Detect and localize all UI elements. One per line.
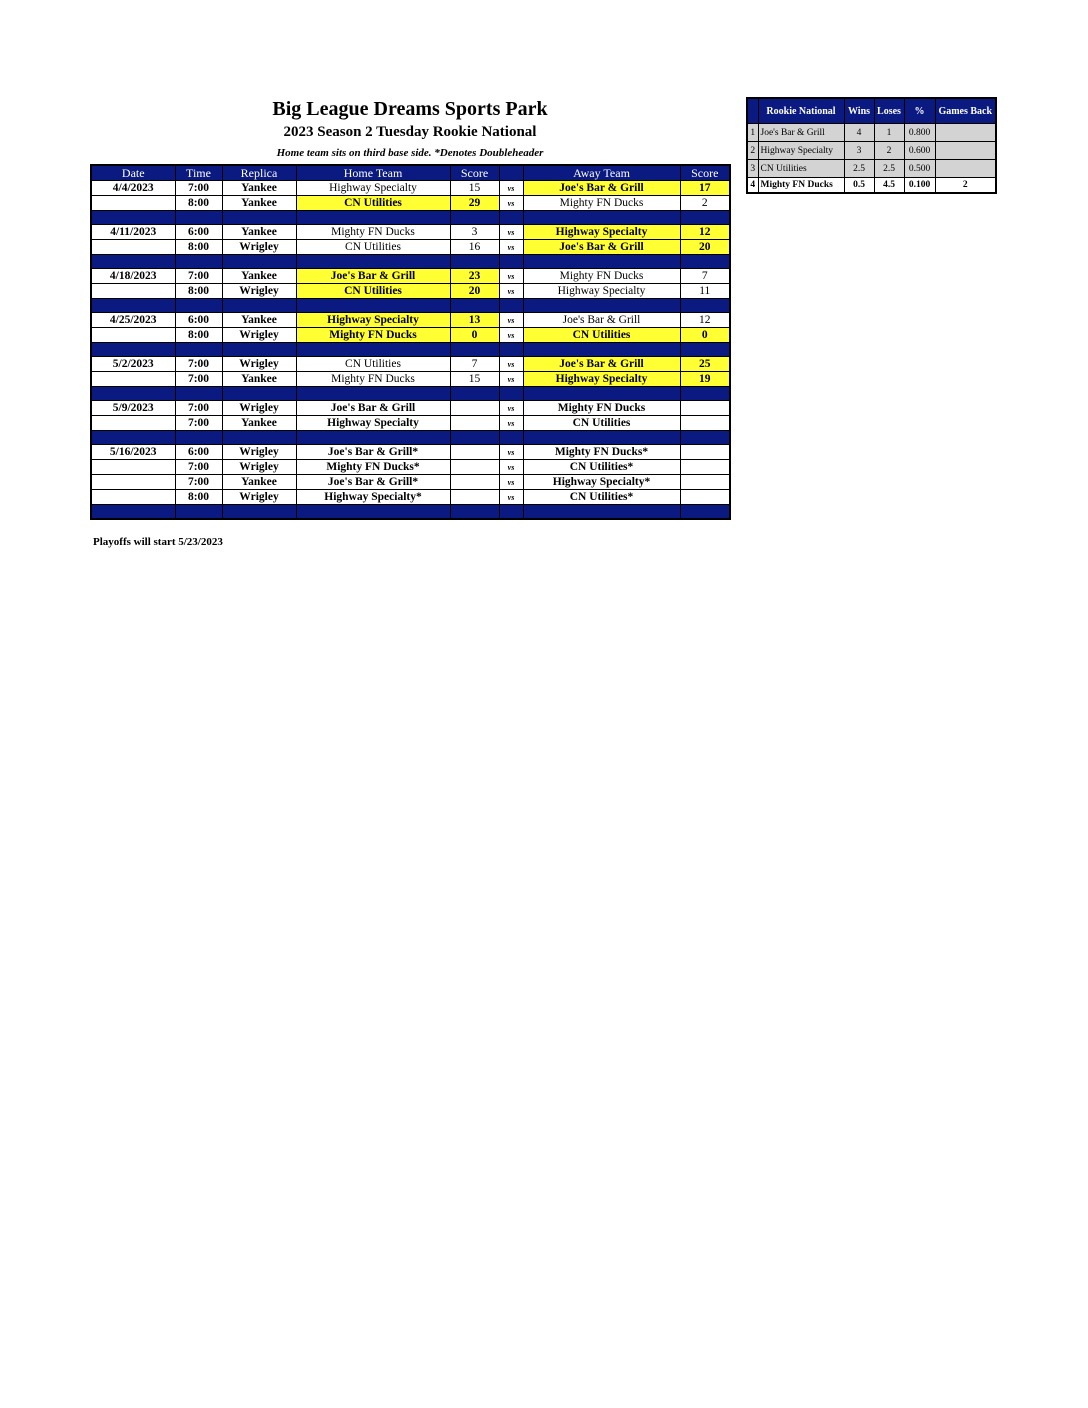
game-time: 6:00 [175, 313, 222, 328]
vs-label: vs [499, 181, 523, 196]
game-date [91, 196, 175, 211]
schedule-note: Home team sits on third base side. *Denotes Doubleheader [276, 147, 544, 159]
standings-header-loses: Loses [874, 98, 904, 124]
game-date: 5/2/2023 [91, 357, 175, 372]
home-score [450, 490, 499, 505]
schedule-row [91, 225, 730, 240]
game-time: 8:00 [175, 284, 222, 299]
schedule-row [91, 284, 730, 299]
home-score: 0 [450, 328, 499, 343]
header-date: Date [91, 165, 175, 181]
standing-loses: 4.5 [874, 178, 904, 194]
game-time: 7:00 [175, 357, 222, 372]
game-date: 5/16/2023 [91, 445, 175, 460]
week-separator [91, 343, 730, 357]
game-date [91, 475, 175, 490]
away-score [680, 401, 730, 416]
game-replica: Wrigley [222, 460, 296, 475]
away-score: 0 [680, 328, 730, 343]
home-team: CN Utilities [296, 240, 450, 255]
vs-label: vs [499, 240, 523, 255]
away-team: Highway Specialty [523, 284, 680, 299]
game-date: 4/25/2023 [91, 313, 175, 328]
standing-wins: 4 [844, 124, 874, 142]
home-score: 15 [450, 372, 499, 387]
schedule-row [91, 490, 730, 505]
game-time: 8:00 [175, 196, 222, 211]
standings-header-wins: Wins [844, 98, 874, 124]
standings-header-team: Rookie National [758, 98, 844, 124]
vs-label: vs [499, 357, 523, 372]
away-team: Highway Specialty [523, 225, 680, 240]
game-replica: Yankee [222, 181, 296, 196]
game-time: 7:00 [175, 181, 222, 196]
away-team: Highway Specialty* [523, 475, 680, 490]
standing-games-back: 2 [935, 178, 996, 194]
standing-wins: 3 [844, 142, 874, 160]
away-score: 19 [680, 372, 730, 387]
game-date [91, 328, 175, 343]
schedule-row [91, 313, 730, 328]
home-score: 16 [450, 240, 499, 255]
home-score: 7 [450, 357, 499, 372]
game-time: 7:00 [175, 401, 222, 416]
vs-label: vs [499, 225, 523, 240]
away-team: Joe's Bar & Grill [523, 313, 680, 328]
home-team: Highway Specialty [296, 416, 450, 431]
away-team: CN Utilities [523, 416, 680, 431]
vs-label: vs [499, 284, 523, 299]
game-replica: Yankee [222, 475, 296, 490]
schedule-row [91, 372, 730, 387]
standing-rank: 3 [747, 160, 758, 178]
vs-label: vs [499, 313, 523, 328]
schedule-row [91, 196, 730, 211]
away-score: 17 [680, 181, 730, 196]
schedule-body [91, 181, 730, 520]
game-time: 8:00 [175, 490, 222, 505]
standing-loses: 2.5 [874, 160, 904, 178]
home-team: Highway Specialty [296, 313, 450, 328]
vs-label: vs [499, 372, 523, 387]
week-separator [91, 299, 730, 313]
home-score: 15 [450, 181, 499, 196]
header-home-team: Home Team [296, 165, 450, 181]
home-score: 29 [450, 196, 499, 211]
standings-row [747, 124, 996, 142]
standing-pct: 0.100 [904, 178, 935, 194]
game-replica: Yankee [222, 269, 296, 284]
schedule-row [91, 475, 730, 490]
away-team: Joe's Bar & Grill [523, 357, 680, 372]
schedule-row [91, 357, 730, 372]
header-time: Time [175, 165, 222, 181]
home-team: CN Utilities [296, 357, 450, 372]
schedule-row [91, 401, 730, 416]
playoffs-note: Playoffs will start 5/23/2023 [93, 536, 223, 548]
away-score [680, 416, 730, 431]
away-score: 20 [680, 240, 730, 255]
week-separator [91, 211, 730, 225]
vs-label: vs [499, 490, 523, 505]
home-team: CN Utilities [296, 196, 450, 211]
game-replica: Wrigley [222, 284, 296, 299]
away-score: 12 [680, 225, 730, 240]
standings-header-row [747, 98, 996, 124]
schedule-row [91, 416, 730, 431]
standing-team: CN Utilities [758, 160, 844, 178]
schedule-row [91, 181, 730, 196]
game-date: 4/18/2023 [91, 269, 175, 284]
game-time: 6:00 [175, 225, 222, 240]
vs-label: vs [499, 196, 523, 211]
standing-loses: 1 [874, 124, 904, 142]
page-subtitle: 2023 Season 2 Tuesday Rookie National [283, 124, 537, 140]
vs-label: vs [499, 269, 523, 284]
home-team: Joe's Bar & Grill* [296, 445, 450, 460]
away-team: CN Utilities* [523, 460, 680, 475]
game-replica: Yankee [222, 313, 296, 328]
home-score [450, 445, 499, 460]
page-title: Big League Dreams Sports Park [272, 98, 548, 120]
header-home-score: Score [450, 165, 499, 181]
week-separator [91, 505, 730, 520]
game-time: 6:00 [175, 445, 222, 460]
standing-wins: 2.5 [844, 160, 874, 178]
week-separator [91, 431, 730, 445]
home-score [450, 416, 499, 431]
away-team: Joe's Bar & Grill [523, 181, 680, 196]
game-date: 4/11/2023 [91, 225, 175, 240]
standings-header-games-back: Games Back [935, 98, 996, 124]
home-score [450, 460, 499, 475]
home-team: Highway Specialty [296, 181, 450, 196]
week-separator [91, 255, 730, 269]
standing-rank: 4 [747, 178, 758, 194]
vs-label: vs [499, 328, 523, 343]
game-replica: Wrigley [222, 328, 296, 343]
vs-label: vs [499, 475, 523, 490]
standing-team: Highway Specialty [758, 142, 844, 160]
away-team: Joe's Bar & Grill [523, 240, 680, 255]
schedule-row [91, 240, 730, 255]
home-score [450, 475, 499, 490]
away-score [680, 460, 730, 475]
standings-row [747, 178, 996, 194]
game-replica: Wrigley [222, 401, 296, 416]
standings-header-rank [747, 98, 758, 124]
game-replica: Wrigley [222, 445, 296, 460]
standing-pct: 0.600 [904, 142, 935, 160]
vs-label: vs [499, 401, 523, 416]
standing-games-back [935, 142, 996, 160]
home-team: Joe's Bar & Grill [296, 401, 450, 416]
game-date [91, 372, 175, 387]
game-time: 8:00 [175, 240, 222, 255]
away-score: 11 [680, 284, 730, 299]
home-team: Mighty FN Ducks [296, 328, 450, 343]
header-away-score: Score [680, 165, 730, 181]
game-replica: Wrigley [222, 240, 296, 255]
vs-label: vs [499, 460, 523, 475]
week-separator [91, 387, 730, 401]
away-score [680, 445, 730, 460]
home-team: Mighty FN Ducks [296, 225, 450, 240]
standing-wins: 0.5 [844, 178, 874, 194]
home-score: 23 [450, 269, 499, 284]
standing-team: Mighty FN Ducks [758, 178, 844, 194]
home-team: Highway Specialty* [296, 490, 450, 505]
game-time: 7:00 [175, 460, 222, 475]
vs-label: vs [499, 445, 523, 460]
header-replica: Replica [222, 165, 296, 181]
away-team: Mighty FN Ducks [523, 196, 680, 211]
game-date [91, 490, 175, 505]
schedule-table [90, 164, 731, 520]
game-replica: Yankee [222, 372, 296, 387]
home-team: Joe's Bar & Grill [296, 269, 450, 284]
game-time: 7:00 [175, 372, 222, 387]
home-score: 20 [450, 284, 499, 299]
home-team: Mighty FN Ducks [296, 372, 450, 387]
home-team: Joe's Bar & Grill* [296, 475, 450, 490]
away-team: Highway Specialty [523, 372, 680, 387]
away-score: 7 [680, 269, 730, 284]
game-time: 8:00 [175, 328, 222, 343]
standing-loses: 2 [874, 142, 904, 160]
schedule-row [91, 460, 730, 475]
standing-team: Joe's Bar & Grill [758, 124, 844, 142]
schedule-row [91, 328, 730, 343]
game-date [91, 240, 175, 255]
game-replica: Yankee [222, 225, 296, 240]
home-score [450, 401, 499, 416]
standing-rank: 1 [747, 124, 758, 142]
game-replica: Yankee [222, 416, 296, 431]
game-time: 7:00 [175, 475, 222, 490]
game-time: 7:00 [175, 416, 222, 431]
standing-pct: 0.500 [904, 160, 935, 178]
standing-rank: 2 [747, 142, 758, 160]
standings-body [747, 124, 996, 194]
away-team: Mighty FN Ducks [523, 269, 680, 284]
away-team: CN Utilities* [523, 490, 680, 505]
schedule-row [91, 269, 730, 284]
standing-games-back [935, 160, 996, 178]
away-team: CN Utilities [523, 328, 680, 343]
standing-pct: 0.800 [904, 124, 935, 142]
standings-row [747, 142, 996, 160]
game-date [91, 416, 175, 431]
header-away-team: Away Team [523, 165, 680, 181]
vs-label: vs [499, 416, 523, 431]
standings-row [747, 160, 996, 178]
away-team: Mighty FN Ducks [523, 401, 680, 416]
game-date [91, 284, 175, 299]
game-date [91, 460, 175, 475]
away-score: 25 [680, 357, 730, 372]
game-replica: Wrigley [222, 490, 296, 505]
game-date: 4/4/2023 [91, 181, 175, 196]
home-team: CN Utilities [296, 284, 450, 299]
home-team: Mighty FN Ducks* [296, 460, 450, 475]
standings-header-pct: % [904, 98, 935, 124]
home-score: 3 [450, 225, 499, 240]
game-replica: Wrigley [222, 357, 296, 372]
schedule-header-row [91, 165, 730, 181]
standing-games-back [935, 124, 996, 142]
away-score: 2 [680, 196, 730, 211]
game-date: 5/9/2023 [91, 401, 175, 416]
standings-table [746, 97, 997, 194]
away-team: Mighty FN Ducks* [523, 445, 680, 460]
away-score [680, 475, 730, 490]
game-time: 7:00 [175, 269, 222, 284]
schedule-row [91, 445, 730, 460]
away-score: 12 [680, 313, 730, 328]
away-score [680, 490, 730, 505]
home-score: 13 [450, 313, 499, 328]
game-replica: Yankee [222, 196, 296, 211]
header-vs [499, 165, 523, 181]
